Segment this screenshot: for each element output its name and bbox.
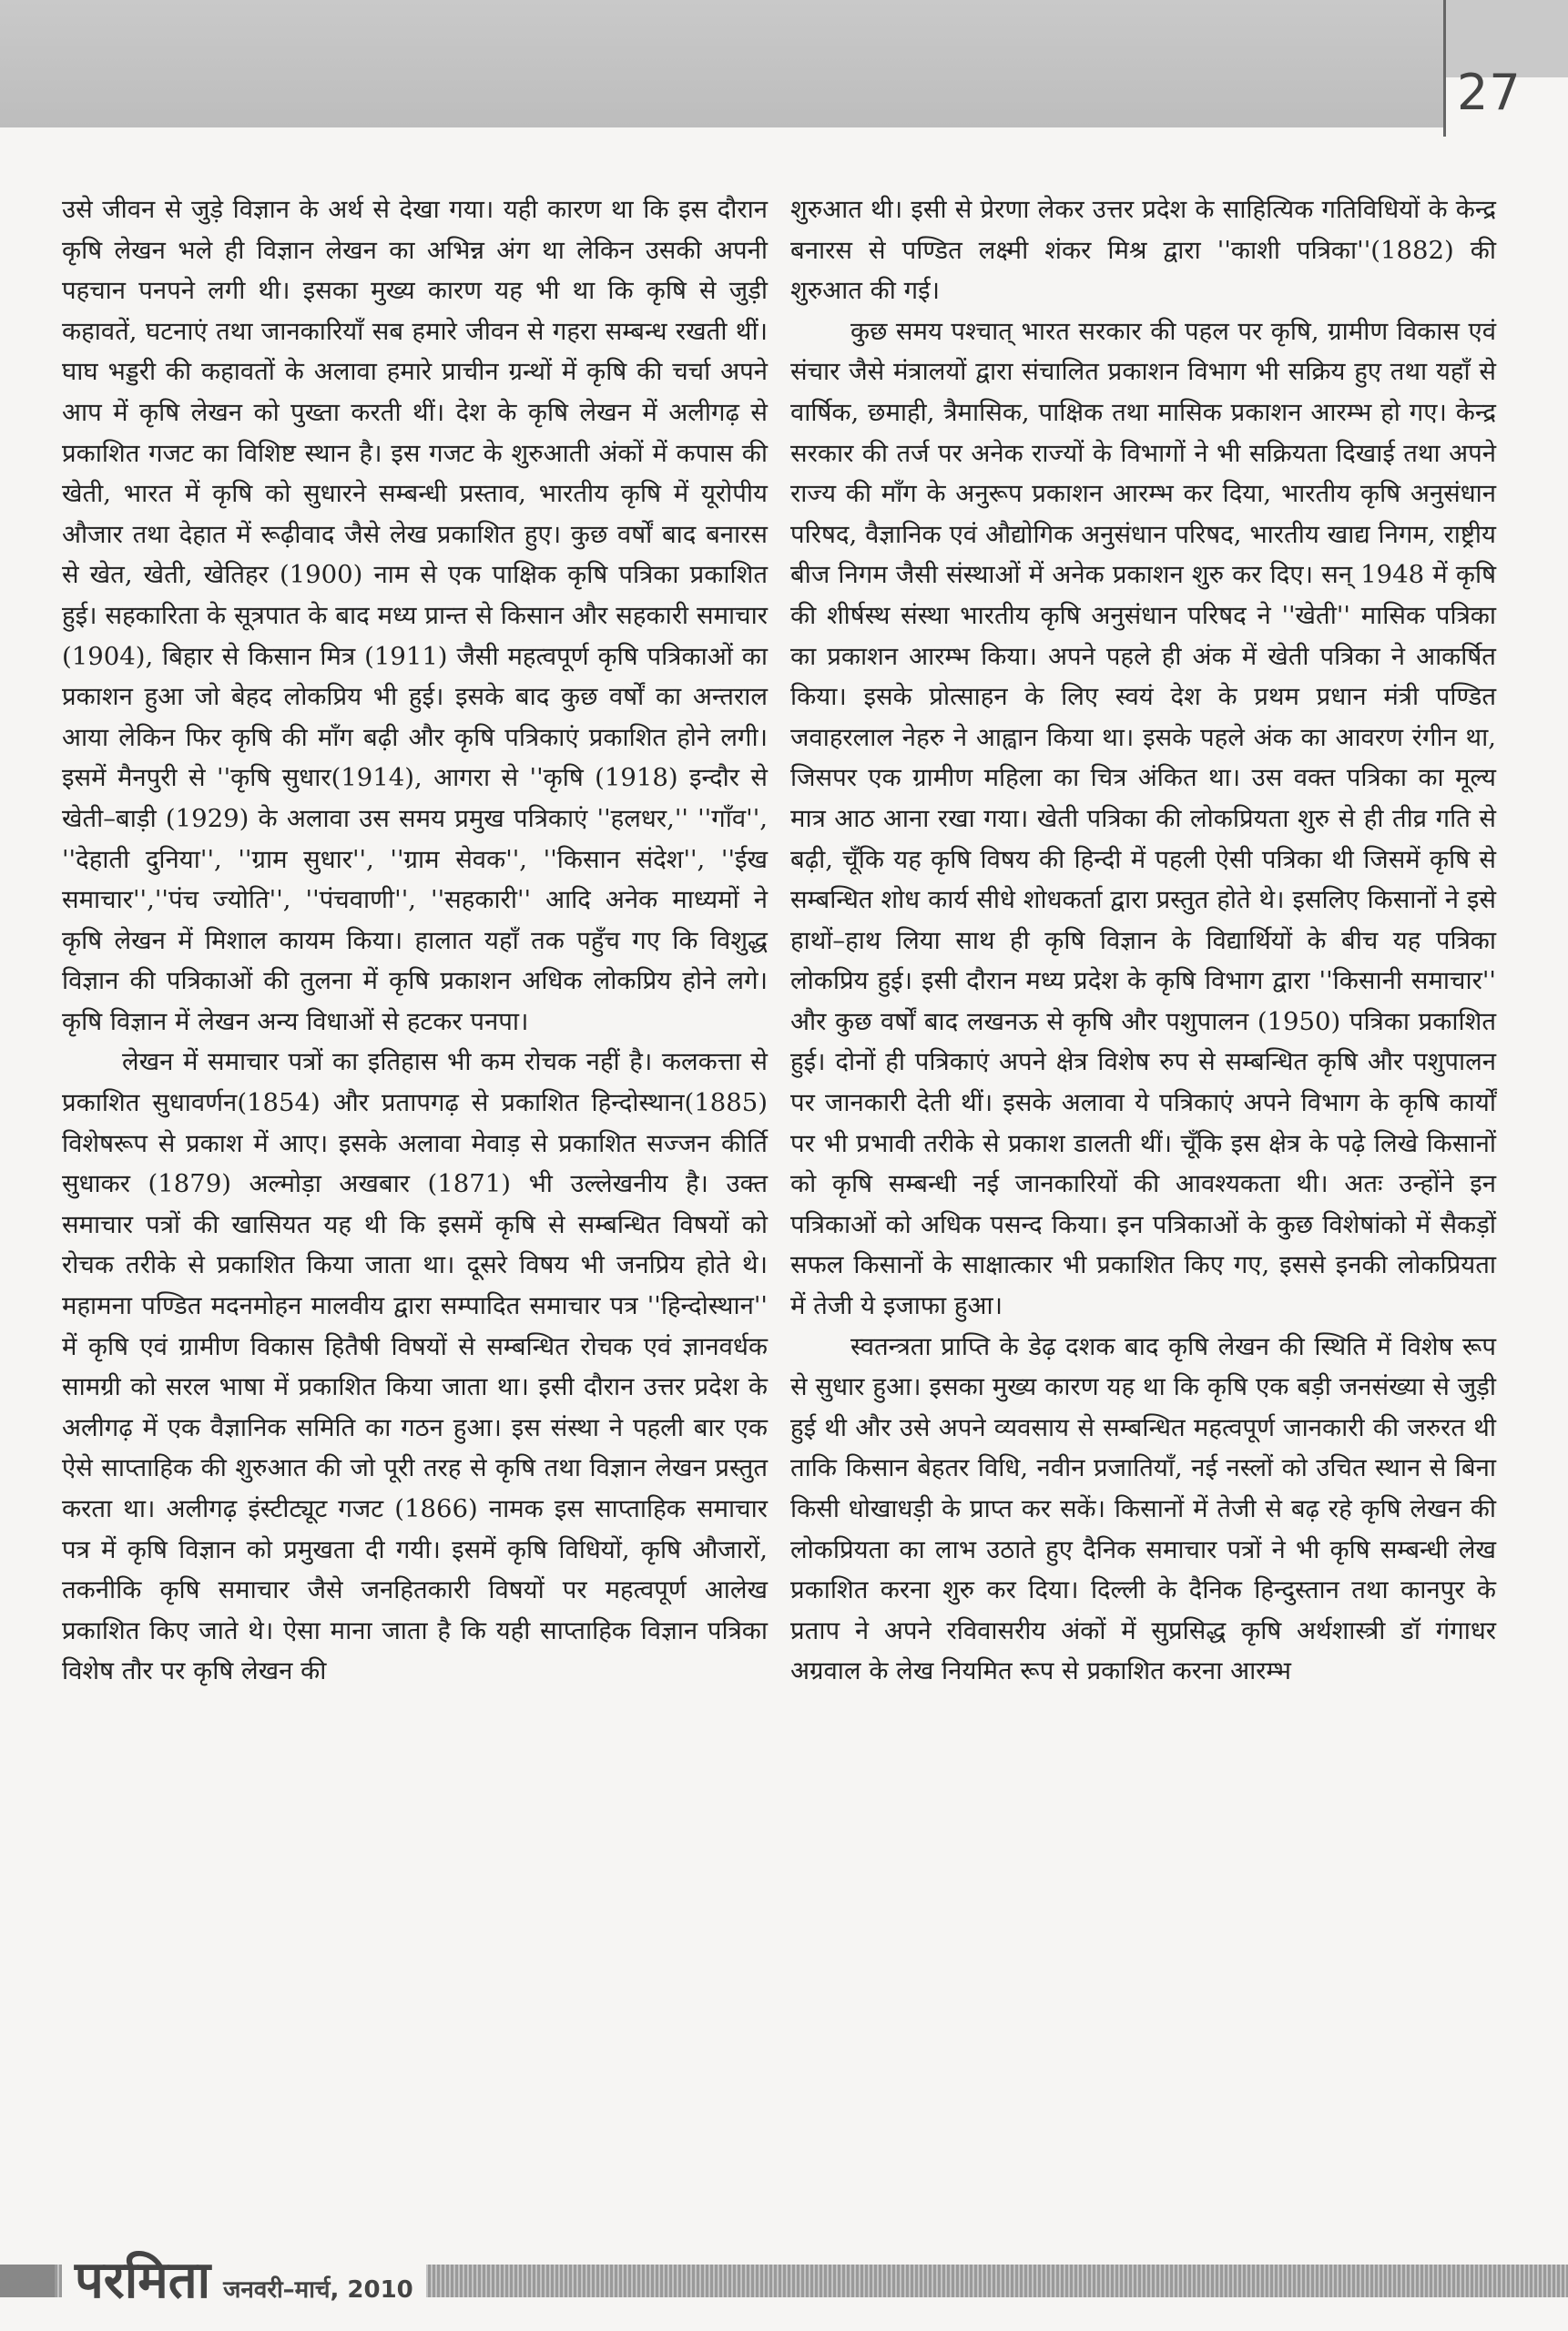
paragraph: लेखन में समाचार पत्रों का इतिहास भी कम रोचक नहीं है। कलकत्ता से प्रकाशित सुधावर्णन(1854) और प्रतापगढ़ से प्रकाशित हिन्दोस्थान(1885) विशेषरूप से प्रकाश में आए। इसके अलावा मेवाड़ से प्रकाशित सज्जन कीर्ति सुधाकर (1879) अल्मोड़ा अखबार (1871) भी उल्लेखनीय है। उक्त समाचार पत्रों की खासियत यह थी कि इसमें कृषि से सम्बन्धित विषयों को रोचक तरीके से प्रकाशित किया जाता था। दूसरे विषय भी जनप्रिय होते थे। महामना पण्डित मदनमोहन मालवीय द्वारा सम्पादित समाचार पत्र ''हिन्दोस्थान'' में कृषि एवं ग्रामीण विकास हितैषी विषयों से सम्बन्धित रोचक एवं ज्ञानवर्धक सामग्री को सरल भाषा में प्रकाशित किया जाता था। इसी दौरान उत्तर प्रदेश के अलीगढ़ में एक वैज्ञानिक समिति का गठन हुआ। इस संस्था ने पहली बार एक ऐसे साप्ताहिक की शुरुआत की जो पूरी तरह से कृषि तथा विज्ञान लेखन प्रस्तुत करता था। अलीगढ़ इंस्टीट्यूट गजट (1866) नामक इस साप्ताहिक समाचार पत्र में कृषि विज्ञान को प्रमुखता दी गयी। इसमें कृषि विधियों, कृषि औजारों, तकनीकि कृषि समाचार जैसे जनहितकारी विषयों पर महत्वपूर्ण आलेख प्रकाशित किए जाते थे। ऐसा माना जाता है कि यही साप्ताहिक विज्ञान पत्रिका विशेष तौर पर कृषि लेखन की [62,1047,768,1686]
footer [0,2251,1568,2310]
paragraph: उसे जीवन से जुड़े विज्ञान के अर्थ से देखा गया। यही कारण था कि इस दौरान कृषि लेखन भले ही विज्ञान लेखन का अभिन्न अंग था लेकिन उसकी अपनी पहचान पनपने लगी थी। इसका मुख्य कारण यह भी था कि कृषि से जुड़ी कहावतें, घटनाएं तथा जानकारियाँ सब हमारे जीवन से गहरा सम्बन्ध रखती थीं। घाघ भड्डरी की कहावतों के अलावा हमारे प्राचीन ग्रन्थों में कृषि की चर्चा अपने आप में कृषि लेखन को पुख्ता करती थीं। देश के कृषि लेखन में अलीगढ़ से प्रकाशित गजट का विशिष्ट स्थान है। इस गजट के शुरुआती अंकों में कपास की खेती, भारत में कृषि को सुधारने सम्बन्धी प्रस्ताव, भारतीय कृषि में यूरोपीय औजार तथा देहात में रूढ़ीवाद जैसे लेख प्रकाशित हुए। कुछ वर्षों बाद बनारस से खेत, खेती, खेतिहर (1900) नाम से एक पाक्षिक कृषि पत्रिका प्रकाशित हुई। सहकारिता के सूत्रपात के बाद मध्य प्रान्त से किसान और सहकारी समाचार (1904), बिहार से किसान मित्र (1911) जैसी महत्वपूर्ण कृषि पत्रिकाओं का प्रकाशन हुआ जो बेहद लोकप्रिय भी हुई। इसके बाद कुछ वर्षों का अन्तराल आया लेकिन फिर कृषि की माँग बढ़ी और कृषि पत्रिकाएं प्रकाशित होने लगी। इसमें मैनपुरी से ''कृषि सुधार(1914), आगरा से ''कृषि (1918) इन्दौर से खेती–बाड़ी (1929) के अलावा उस समय प्रमुख पत्रिकाएं ''हलधर,'' ''गाँव'', ''देहाती दुनिया'', ''ग्राम सुधार'', ''ग्राम सेवक'', ''किसान संदेश'', ''ईख समाचार'',''पंच ज्योति'', ''पंचवाणी'', ''सहकारी'' आदि अनेक माध्यमों ने कृषि लेखन में मिशाल कायम किया। हालात यहाँ तक पहुँच गए कि विशुद्ध विज्ञान की पत्रिकाओं की तुलना में कृषि प्रकाशन अधिक लोकप्रिय होने लगे। कृषि विज्ञान में लेखन अन्य विधाओं से हटकर पनपा। [62,195,768,1036]
paragraph: शुरुआत थी। इसी से प्रेरणा लेकर उत्तर प्रदेश के साहित्यिक गतिविधियों के केन्द्र बनारस से पण्डित लक्ष्मी शंकर मिश्र द्वारा ''काशी पत्रिका''(1882) की शुरुआत की गई। [790,195,1496,306]
page-number: 27 [1457,64,1522,121]
magazine-title: परमिता [75,2251,211,2310]
article-column-right [790,189,1496,1692]
paragraph: कुछ समय पश्चात् भारत सरकार की पहल पर कृषि, ग्रामीण विकास एवं संचार जैसे मंत्रालयों द्वारा संचालित प्रकाशन विभाग भी सक्रिय हुए तथा यहाँ से वार्षिक, छमाही, त्रैमासिक, पाक्षिक तथा मासिक प्रकाशन आरम्भ हो गए। केन्द्र सरकार की तर्ज पर अनेक राज्यों के विभागों ने भी सक्रियता दिखाई तथा अपने राज्य की माँग के अनुरूप प्रकाशन आरम्भ कर दिया, भारतीय कृषि अनुसंधान परिषद, वैज्ञानिक एवं औद्योगिक अनुसंधान परिषद, भारतीय खाद्य निगम, राष्ट्रीय बीज निगम जैसी संस्थाओं में अनेक प्रकाशन शुरु कर दिए। सन् 1948 में कृषि की शीर्षस्थ संस्था भारतीय कृषि अनुसंधान परिषद ने ''खेती'' मासिक पत्रिका का प्रकाशन आरम्भ किया। अपने पहले ही अंक में खेती पत्रिका ने आकर्षित किया। इसके प्रोत्साहन के लिए स्वयं देश के प्रथम प्रधान मंत्री पण्डित जवाहरलाल नेहरु ने आह्वान किया था। इसके पहले अंक का आवरण रंगीन था, जिसपर एक ग्रामीण महिला का चित्र अंकित था। उस वक्त पत्रिका का मूल्य मात्र आठ आना रखा गया। खेती पत्रिका की लोकप्रियता शुरु से ही तीव्र गति से बढ़ी, चूँकि यह कृषि विषय की हिन्दी में पहली ऐसी पत्रिका थी जिसमें कृषि से सम्बन्धित शोध कार्य सीधे शोधकर्ता द्वारा प्रस्तुत होते थे। इसलिए किसानों ने इसे हाथों–हाथ लिया साथ ही कृषि विज्ञान के विद्यार्थियों के बीच यह पत्रिका लोकप्रिय हुई। इसी दौरान मध्य प्रदेश के कृषि विभाग द्वारा ''किसानी समाचार'' और कुछ वर्षों बाद लखनऊ से कृषि और पशुपालन (1950) पत्रिका प्रकाशित हुई। दोनों ही पत्रिकाएं अपने क्षेत्र विशेष रुप से सम्बन्धित कृषि और पशुपालन पर जानकारी देती थीं। इसके अलावा ये पत्रिकाएं अपने विभाग के कृषि कार्यों पर भी प्रभावी तरीके से प्रकाश डालती थीं। चूँकि इस क्षेत्र के पढ़े लिखे किसानों को कृषि सम्बन्धी नई जानकारियों की आवश्यकता थी। अतः उन्होंने इन पत्रिकाओं को अधिक पसन्द किया। इन पत्रिकाओं के कुछ विशेषांको में सैकड़ों सफल किसानों के साक्षात्कार भी प्रकाशित किए गए, इससे इनकी लोकप्रियता में तेजी ये इजाफा हुआ। [790,316,1497,1321]
paragraph: स्वतन्त्रता प्राप्ति के डेढ़ दशक बाद कृषि लेखन की स्थिति में विशेष रूप से सुधार हुआ। इसका मुख्य कारण यह था कि कृषि एक बड़ी जनसंख्या से जुड़ी हुई थी और उसे अपने व्यवसाय से सम्बन्धित महत्वपूर्ण जानकारी की जरुरत थी ताकि किसान बेहतर विधि, नवीन प्रजातियाँ, नई नस्लों को उचित स्थान से बिना किसी धोखाधड़ी के प्राप्त कर सकें। किसानों में तेजी से बढ़ रहे कृषि लेखन की लोकप्रियता का लाभ उठाते हुए दैनिक समाचार पत्रों ने भी कृषि सम्बन्धी लेख प्रकाशित करना शुरु कर दिया। दिल्ली के दैनिक हिन्दुस्तान तथा कानपुर के प्रताप ने अपने रविवासरीय अंकों में सुप्रसिद्ध कृषि अर्थशास्त्री डॉ गंगाधर अग्रवाल के लेख नियमित रूप से प्रकाशित करना आरम्भ [790,1331,1496,1686]
header-band [0,0,1443,127]
article-column-left [62,189,768,1692]
footer-label [62,2251,426,2310]
issue-date: जनवरी–मार्च, 2010 [223,2276,413,2304]
page-number-rule [1443,0,1446,137]
footer-block [0,2265,55,2297]
